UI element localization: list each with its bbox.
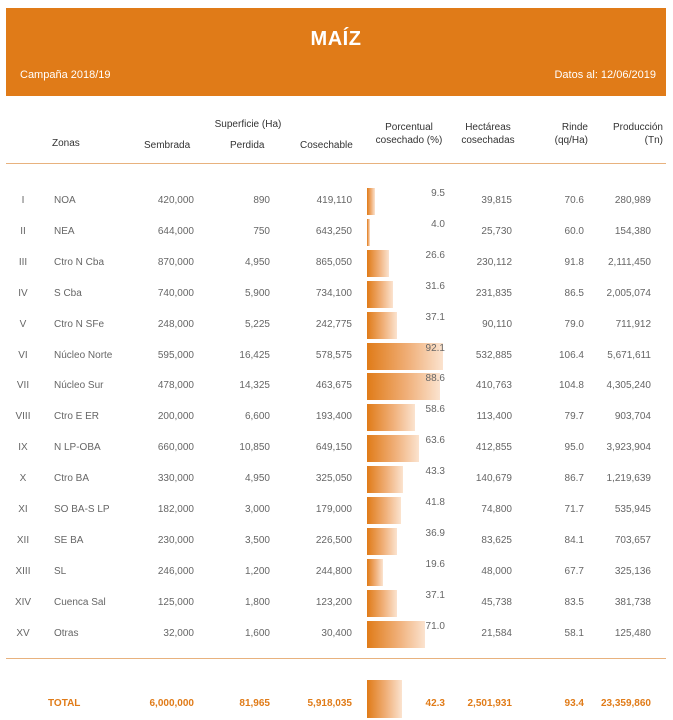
total-label: TOTAL (48, 698, 81, 709)
percent-value: 26.6 (425, 249, 445, 261)
produccion-value: 5,671,611 (607, 349, 651, 361)
total-perdida: 81,965 (239, 698, 270, 709)
row-number: VI (18, 349, 28, 361)
percent-value: 43.3 (425, 466, 445, 478)
rinde-value: 70.6 (564, 195, 584, 206)
row-number: VII (16, 380, 30, 392)
sembrada-value: 870,000 (157, 256, 194, 268)
perdida-value: 3,500 (244, 534, 270, 546)
total-percent-bar (367, 680, 402, 718)
zone-name: Ctro BA (54, 473, 90, 485)
rinde-value: 58.1 (564, 627, 584, 639)
rinde-value: 86.5 (564, 287, 584, 299)
produccion-value: 280,989 (614, 195, 651, 206)
percent-bar (367, 497, 401, 524)
sembrada-value: 660,000 (157, 442, 194, 454)
percent-value: 37.1 (425, 589, 445, 601)
percent-value: 92.1 (425, 342, 445, 354)
total-rinde: 93.4 (564, 698, 584, 709)
cosechable-value: 193,400 (315, 411, 352, 423)
sembrada-value: 330,000 (157, 473, 194, 485)
rinde-value: 79.0 (564, 318, 584, 330)
cosechable-value: 734,100 (315, 287, 352, 299)
rinde-value: 86.7 (564, 473, 584, 485)
table-row (0, 588, 673, 618)
header-hectareas-line2: cosechadas (461, 135, 515, 146)
hectareas-value: 140,679 (475, 473, 512, 485)
percent-value: 9.5 (431, 188, 445, 199)
header-porcentual-line1: Porcentual (385, 122, 433, 133)
row-number: IV (18, 287, 28, 299)
hectareas-value: 39,815 (481, 195, 512, 206)
sembrada-value: 200,000 (157, 411, 194, 423)
produccion-value: 154,380 (614, 225, 651, 237)
page-title: MAÍZ (310, 28, 362, 50)
cosechable-value: 578,575 (315, 349, 352, 361)
percent-bar (367, 219, 370, 246)
perdida-value: 4,950 (244, 256, 270, 268)
sembrada-value: 182,000 (157, 504, 194, 515)
cosechable-value: 649,150 (315, 442, 352, 454)
perdida-value: 4,950 (244, 473, 270, 485)
hectareas-value: 410,763 (475, 380, 512, 392)
rinde-value: 95.0 (564, 442, 584, 454)
perdida-value: 1,800 (244, 596, 270, 608)
rinde-value: 106.4 (558, 349, 584, 361)
zone-name: Cuenca Sal (54, 596, 106, 608)
produccion-value: 535,945 (614, 504, 651, 515)
table-row (0, 248, 673, 278)
sembrada-value: 246,000 (157, 565, 194, 577)
produccion-value: 3,923,904 (606, 442, 651, 454)
table-row (0, 402, 673, 432)
table-row (0, 341, 673, 371)
sembrada-value: 478,000 (157, 380, 194, 392)
cosechable-value: 123,200 (315, 596, 352, 608)
campaign-label: Campaña 2018/19 (20, 69, 111, 81)
row-number: V (19, 318, 27, 330)
percent-bar (367, 590, 397, 617)
rinde-value: 104.8 (558, 380, 584, 392)
zone-name: Ctro N Cba (54, 256, 105, 268)
zone-name: Núcleo Norte (54, 349, 113, 361)
perdida-value: 14,325 (239, 380, 270, 392)
hectareas-value: 90,110 (482, 318, 512, 330)
percent-bar (367, 312, 397, 339)
hectareas-value: 532,885 (475, 349, 512, 361)
rinde-value: 79.7 (564, 411, 584, 423)
sembrada-value: 644,000 (157, 225, 194, 237)
percent-value: 88.6 (425, 373, 445, 385)
hectareas-value: 21,584 (481, 627, 512, 639)
cosechable-value: 30,400 (321, 627, 352, 639)
sembrada-value: 595,000 (157, 349, 194, 361)
row-number: VIII (15, 411, 31, 423)
percent-bar (367, 281, 393, 308)
zone-name: SO BA-S LP (54, 504, 110, 515)
cosechable-value: 419,110 (316, 195, 352, 206)
table-row (0, 526, 673, 556)
header-sembrada: Sembrada (144, 140, 191, 151)
header-produccion-line1: Producción (612, 122, 663, 133)
percent-value: 31.6 (425, 280, 445, 292)
total-hectareas: 2,501,931 (467, 698, 512, 709)
zone-name: NEA (54, 225, 75, 237)
cosechable-value: 865,050 (315, 256, 352, 268)
percent-value: 36.9 (425, 527, 445, 539)
rinde-value: 91.8 (564, 256, 584, 268)
table-row (0, 279, 673, 309)
cosechable-value: 325,050 (315, 473, 352, 485)
rinde-value: 71.7 (564, 504, 584, 515)
perdida-value: 5,900 (244, 287, 270, 299)
zone-name: SE BA (54, 534, 84, 546)
percent-bar (367, 188, 375, 215)
sembrada-value: 230,000 (157, 534, 194, 546)
produccion-value: 703,657 (614, 534, 651, 546)
zone-name: NOA (54, 195, 76, 206)
hectareas-value: 113,400 (476, 411, 512, 423)
sembrada-value: 248,000 (157, 318, 194, 330)
header-porcentual-line2: cosechado (%) (375, 135, 443, 146)
produccion-value: 381,738 (614, 596, 651, 608)
produccion-value: 1,219,639 (606, 473, 651, 485)
total-cosechable: 5,918,035 (307, 698, 352, 709)
percent-bar (367, 466, 403, 493)
produccion-value: 325,136 (614, 565, 651, 577)
sembrada-value: 125,000 (157, 596, 194, 608)
header-rinde-line2: (qq/Ha) (554, 135, 588, 146)
header-cosechable: Cosechable (300, 140, 353, 151)
perdida-value: 6,600 (244, 411, 270, 423)
header-superficie: Superficie (Ha) (214, 119, 282, 130)
produccion-value: 4,305,240 (606, 380, 651, 392)
cosechable-value: 242,775 (315, 318, 352, 330)
perdida-value: 1,600 (244, 627, 270, 639)
percent-bar (367, 559, 383, 586)
rinde-value: 67.7 (564, 565, 584, 577)
hectareas-value: 25,730 (481, 225, 512, 237)
header-zonas: Zonas (52, 138, 80, 149)
data-date-label: Datos al: 12/06/2019 (554, 69, 656, 81)
sembrada-value: 32,000 (163, 627, 194, 639)
zone-name: Ctro N SFe (54, 318, 105, 330)
perdida-value: 890 (253, 195, 270, 206)
zone-name: S Cba (54, 287, 82, 299)
table-row (0, 433, 673, 463)
produccion-value: 711,912 (615, 318, 651, 330)
table-row (0, 557, 673, 587)
percent-value: 41.8 (425, 497, 445, 508)
hectareas-value: 74,800 (481, 504, 512, 515)
hectareas-value: 48,000 (481, 565, 512, 577)
header-produccion-line2: (Tn) (644, 135, 663, 146)
percent-value: 58.6 (425, 404, 445, 416)
zone-name: Núcleo Sur (54, 380, 104, 392)
total-row (0, 680, 673, 720)
hectareas-value: 83,625 (481, 534, 512, 546)
rinde-value: 84.1 (564, 534, 584, 546)
hectareas-value: 45,738 (481, 596, 512, 608)
perdida-value: 1,200 (244, 565, 270, 577)
row-number: XIII (15, 565, 31, 577)
rinde-value: 83.5 (564, 596, 584, 608)
header-hectareas-line1: Hectáreas (465, 122, 511, 133)
percent-value: 4.0 (431, 218, 445, 230)
perdida-value: 3,000 (244, 504, 270, 515)
sembrada-value: 420,000 (157, 195, 194, 206)
produccion-value: 2,005,074 (606, 287, 651, 299)
table-row (0, 217, 673, 247)
perdida-value: 5,225 (244, 318, 270, 330)
zone-name: N LP-OBA (54, 442, 101, 454)
percent-value: 71.0 (425, 620, 445, 632)
row-number: XI (18, 504, 28, 515)
hectareas-value: 231,835 (475, 287, 512, 299)
percent-bar (367, 528, 397, 555)
row-number: IX (18, 442, 28, 454)
total-produccion: 23,359,860 (600, 698, 651, 709)
cosechable-value: 463,675 (315, 380, 352, 392)
table-row (0, 186, 673, 216)
total-percent: 42.3 (425, 698, 445, 709)
perdida-value: 16,425 (239, 349, 270, 361)
row-number: XII (16, 534, 30, 546)
sembrada-value: 740,000 (157, 287, 194, 299)
hectareas-value: 412,855 (475, 442, 512, 454)
row-number: XV (16, 627, 30, 639)
zone-name: SL (54, 565, 67, 577)
percent-value: 19.6 (425, 558, 445, 570)
row-number: X (19, 473, 27, 485)
produccion-value: 2,111,450 (607, 256, 651, 268)
header-perdida: Perdida (230, 140, 265, 151)
table-row (0, 495, 673, 525)
percent-bar (367, 250, 389, 277)
total-sembrada: 6,000,000 (149, 698, 194, 709)
perdida-value: 10,850 (239, 442, 270, 454)
cosechable-value: 179,000 (315, 504, 352, 515)
zone-name: Otras (54, 627, 79, 639)
row-number: III (18, 256, 28, 268)
table-row (0, 464, 673, 494)
row-number: I (21, 195, 25, 206)
header-rinde-line1: Rinde (561, 122, 588, 133)
percent-value: 37.1 (425, 311, 445, 323)
produccion-value: 125,480 (614, 627, 651, 639)
percent-value: 63.6 (425, 435, 445, 447)
table-row (0, 310, 673, 340)
cosechable-value: 244,800 (315, 565, 352, 577)
produccion-value: 903,704 (614, 411, 651, 423)
hectareas-value: 230,112 (476, 256, 512, 268)
table-row (0, 371, 673, 401)
row-number: XIV (14, 596, 32, 608)
rinde-value: 60.0 (564, 225, 584, 237)
cosechable-value: 226,500 (315, 534, 352, 546)
zone-name: Ctro E ER (54, 411, 100, 423)
cosechable-value: 643,250 (315, 225, 352, 237)
row-number: II (20, 225, 26, 237)
table-row (0, 619, 673, 649)
perdida-value: 750 (253, 225, 270, 237)
